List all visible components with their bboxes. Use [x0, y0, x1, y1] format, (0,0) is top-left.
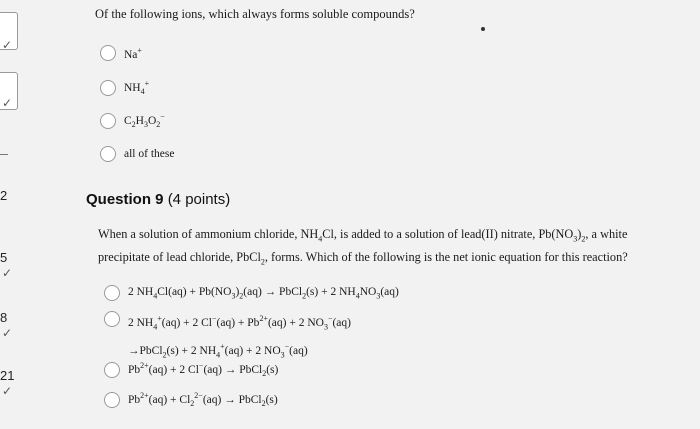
- nav-item-number[interactable]: 21: [0, 368, 15, 383]
- check-icon: ✓: [2, 38, 13, 52]
- radio-button[interactable]: [104, 311, 120, 327]
- radio-button[interactable]: [100, 113, 116, 129]
- radio-button[interactable]: [100, 45, 116, 61]
- option-label: $NH_4^+$: [124, 79, 150, 97]
- question-text: When a solution of ammonium chloride, $NH_4Cl$, is added to a solution of lead(II) nitrate, $Pb(NO_3)_2$, a white precipitate of lead chloride, PbCl$_2$, forms. Which of the following is the net ionic equation for this reaction?: [98, 227, 628, 267]
- option-label: Na+: [124, 45, 142, 61]
- answer-option-c[interactable]: [104, 361, 278, 378]
- radio-button[interactable]: [104, 362, 120, 378]
- answer-option-nh4[interactable]: [100, 79, 149, 96]
- check-icon: ✓: [2, 384, 13, 398]
- cursor-dot: [481, 27, 485, 31]
- question-number: Question 9: [86, 191, 164, 208]
- nav-item-number[interactable]: 8: [0, 310, 8, 325]
- radio-button[interactable]: [100, 146, 116, 162]
- answer-option-d[interactable]: [104, 391, 278, 408]
- option-label: $C_2H_3O_2^-$: [124, 112, 165, 130]
- option-equation: 2 $NH_4Cl(aq) + Pb(NO_3)_2(aq)$ → PbCl$_2$(s) + 2 $NH_4NO_3(aq)$: [128, 285, 399, 301]
- nav-item-number[interactable]: 2: [0, 188, 8, 203]
- check-icon: ✓: [2, 96, 13, 110]
- answer-option-acetate[interactable]: [100, 112, 165, 129]
- check-icon: ✓: [2, 326, 13, 340]
- radio-button[interactable]: [104, 285, 120, 301]
- answer-option-all[interactable]: [100, 146, 174, 162]
- option-equation: $Pb^{2+}(aq) + 2$ Cl−(aq) → PbCl$_2$(s): [128, 361, 279, 379]
- nav-item-number[interactable]: 5: [0, 250, 8, 265]
- answer-option-na[interactable]: [100, 45, 142, 61]
- question-prompt: Of the following ions, which always forms soluble compounds?: [95, 7, 415, 21]
- question-points: (4 points): [167, 191, 231, 208]
- radio-button[interactable]: [104, 392, 120, 408]
- answer-option-b[interactable]: [104, 309, 351, 365]
- check-icon: ✓: [2, 266, 13, 280]
- answer-option-a[interactable]: [104, 285, 399, 301]
- nav-divider: [0, 154, 8, 155]
- question-navigator: [0, 0, 22, 429]
- radio-button[interactable]: [100, 80, 116, 96]
- question-title: [86, 191, 230, 208]
- option-equation: $Pb^{2+}(aq) + Cl_2^{2-}(aq)$ → PbCl$_2$(s): [128, 391, 278, 409]
- option-equation: 2 $NH_4^+(aq) + 2$ $Cl^-(aq) + Pb^{2+}(aq) + 2$ $NO_3^-(aq)$ →PbCl$_2$(s) + 2 $NH_4^+(aq) + 2$ $NO_3^-(aq)$: [128, 314, 351, 360]
- option-label: all of these: [124, 148, 175, 160]
